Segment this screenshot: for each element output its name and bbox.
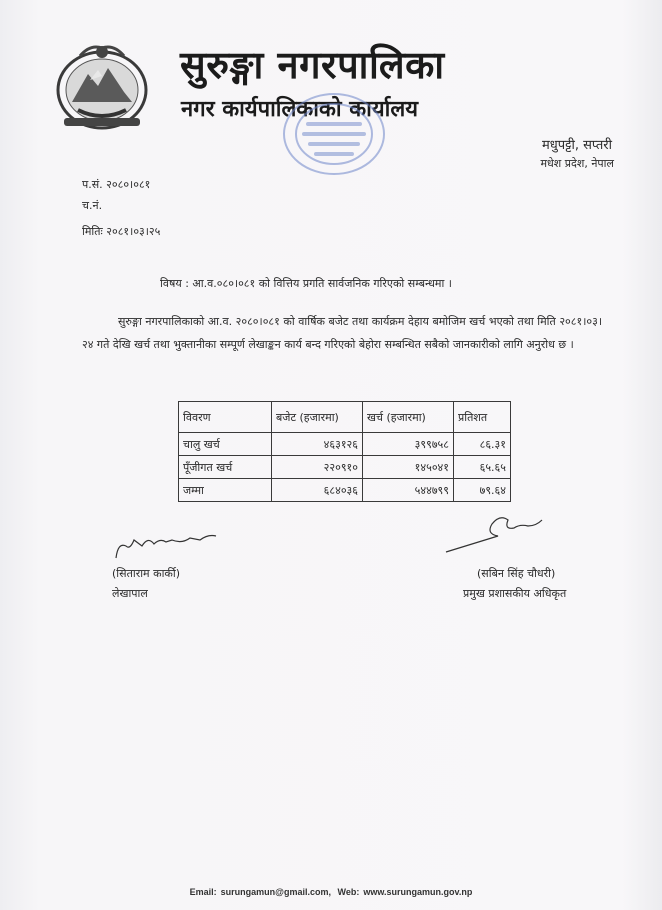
table-header-row [179,402,511,433]
right-signatory-title: प्रमुख प्रशासकीय अधिकृत [463,587,567,600]
dispatch-number: च.नं. [82,199,103,212]
footer-contact [0,887,662,897]
row-expense: १४५०४१ [363,456,454,479]
header-description: विवरण [179,402,272,433]
address-line-2: मधेश प्रदेश, नेपाल [540,157,614,170]
municipality-name: सुरुङ्गा नगरपालिका [180,43,445,87]
row-percent: ७९.६४ [454,479,511,502]
header-budget: बजेट (हजारमा) [272,402,363,433]
table-row [179,433,511,456]
right-signature [442,506,552,556]
letter-body [82,310,602,356]
row-expense: ५४४७९९ [363,479,454,502]
left-signatory-title: लेखापाल [112,587,148,600]
left-signature [112,528,222,564]
row-percent: ६५.६५ [454,456,511,479]
email-label: Email: [189,887,217,897]
letter-number: प.सं. २०८०।०८१ [82,178,151,191]
letter-subject: विषय : आ.व.०८०।०८१ को वित्तिय प्रगति सार्वजनिक गरिएको सम्बन्धमा । [160,277,452,290]
row-budget: ६८४०३६ [272,479,363,502]
row-label: चालु खर्च [179,433,272,456]
header-expense: खर्च (हजारमा) [363,402,454,433]
web-label: Web: [337,887,360,897]
table-row [179,479,511,502]
right-signatory-name: (सबिन सिंह चौधरी) [477,567,556,580]
table-row [179,456,511,479]
body-text: सुरुङ्गा नगरपालिकाको आ.व. २०८०।०८१ को वार्षिक बजेट तथा कार्यक्रम देहाय बमोजिम खर्च भएको तथा मिति २०८१।०३।२४ गते देखि खर्च तथा भुक्तानीका सम्पूर्ण लेखाङ्कन कार्य बन्द गरिएको बेहोरा सम्बन्धित सबैको जानकारीको लागि अनुरोध छ । [82,315,602,351]
row-expense: ३९९७५८ [363,433,454,456]
left-signatory-name: (सिताराम कार्की) [112,567,181,580]
email-link[interactable]: surungamun@gmail.com, [220,887,331,897]
row-label: पूँजीगत खर्च [179,456,272,479]
budget-table [178,401,511,502]
letter-date: मितिः २०८१।०३।२५ [82,225,161,238]
row-budget: ४६३१२६ [272,433,363,456]
row-budget: २२०९१० [272,456,363,479]
header-percent: प्रतिशत [454,402,511,433]
office-name: नगर कार्यपालिकाको कार्यालय [181,97,418,122]
web-link[interactable]: www.surungamun.gov.np [363,887,473,897]
office-stamp-seal [276,82,396,182]
row-label: जम्मा [179,479,272,502]
nepal-emblem-logo [50,40,154,132]
row-percent: ८६.३१ [454,433,511,456]
address-line-1: मधुपट्टी, सप्तरी [541,138,612,153]
